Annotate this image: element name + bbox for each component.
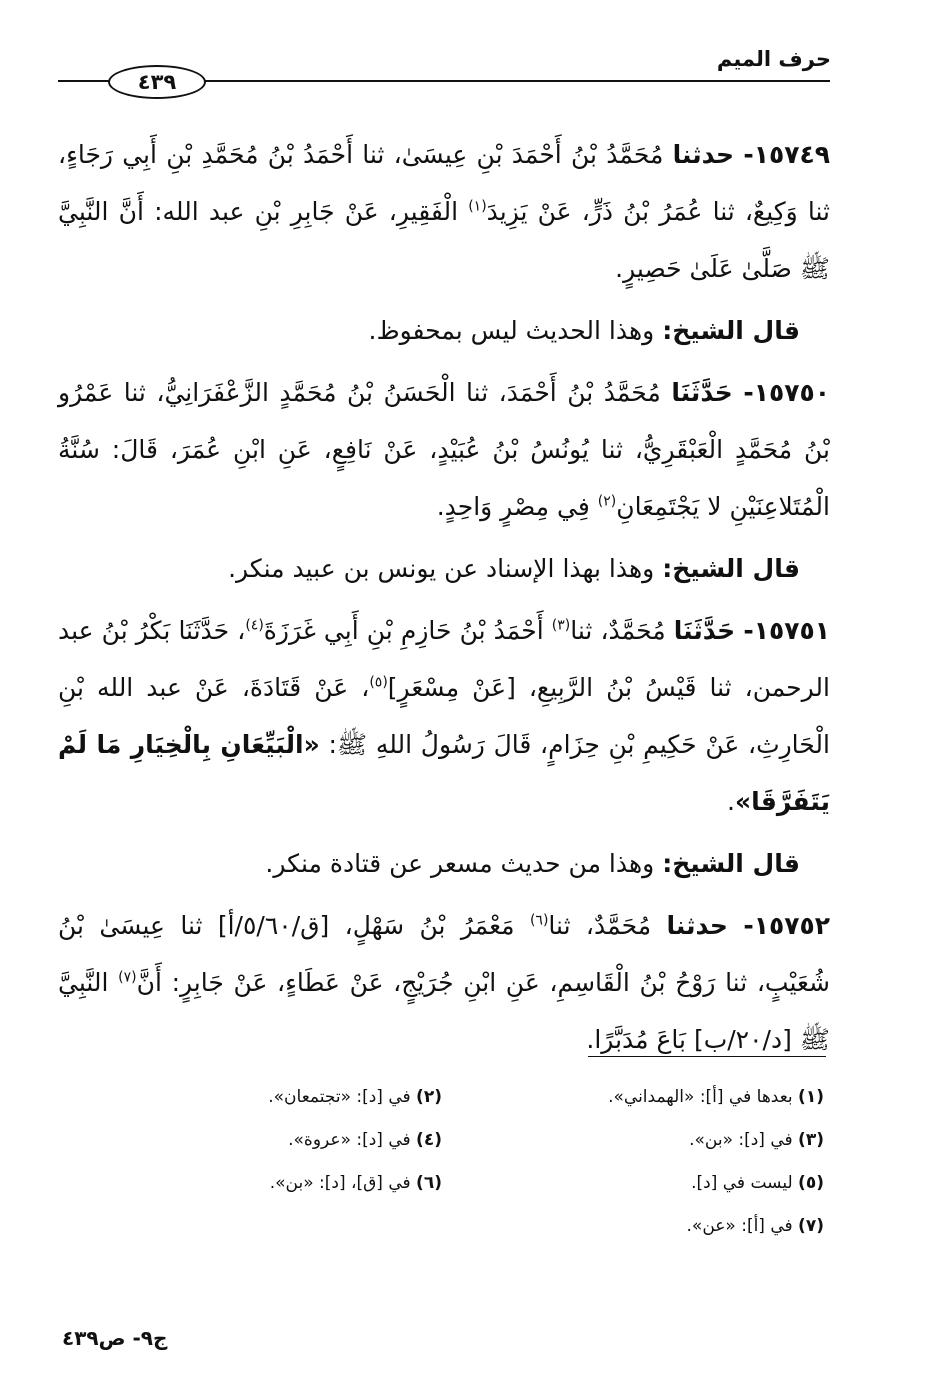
footnote-ref[interactable]: (٣): [551, 617, 571, 634]
footnote-text: بعدها في [أ]: «الهمداني».: [608, 1087, 793, 1107]
footnote-number: (٥): [798, 1173, 824, 1193]
footnote-item: [482, 1119, 824, 1162]
footnote-item: [482, 1162, 824, 1205]
volume-page-reference: ج٩- ص٤٣٩: [62, 1326, 168, 1350]
hadith-entry-15750: [58, 364, 830, 535]
entry-text: مُحَمَّدٌ، ثنا: [548, 911, 652, 940]
entry-text: أَحْمَدُ بْنُ حَازِمِ بْنِ أَبِي غَرَزَةَ: [263, 616, 544, 645]
footnote-ref[interactable]: (١): [468, 198, 487, 215]
entry-text: النَّبِيَّ ﷺ [د/٢٠/ب] بَاعَ مُدَبَّرًا.: [58, 968, 830, 1054]
entry-text: مُحَمَّدُ بْنُ أَحْمَدَ، ثنا الْحَسَنُ بْنُ مُحَمَّدٍ الزَّعْفَرَانِيُّ، ثنا عَمْرُو بْنُ مُحَمَّدٍ الْعَبْقَرِيُّ، ثنا يُونُسُ بْنُ عُبَيْدٍ، عَنْ نَافِعٍ، عَنِ ابْنِ عُمَرَ، قَالَ: سُنَّةُ الْمُتَلاعِنَيْنِ لا يَجْتَمِعَانِ: [58, 378, 830, 521]
footnote-ref[interactable]: (٤): [245, 617, 264, 634]
shaykh-label: قال الشيخ:: [662, 849, 800, 878]
shaykh-note: [58, 835, 830, 892]
shaykh-note-text: وهذا من حديث مسعر عن قتادة منكر.: [265, 849, 655, 878]
footnotes: [100, 1076, 824, 1248]
footnote-text: في [د]: «عروة».: [288, 1130, 411, 1150]
footnote-number: (٣): [798, 1130, 824, 1150]
narration-keyword: حدثنا: [666, 911, 728, 940]
entry-text: مَعْمَرُ بْنُ سَهْلٍ، [ق/٥/٦٠/أ] ثنا عِيسَىٰ بْنُ شُعَيْبٍ، ثنا رَوْحُ بْنُ الْقَاسِمِ، عَنِ ابْنِ جُرَيْجٍ، عَنْ عَطَاءٍ، عَنْ جَابِرٍ: أَنَّ: [58, 911, 831, 997]
text-body: [58, 126, 830, 1073]
entry-number: ١٥٧٥١-: [743, 616, 830, 645]
footnote-text: في [د]: «بن».: [689, 1130, 793, 1150]
chapter-title: حرف الميم: [716, 47, 831, 71]
footnote-number: (٦): [416, 1173, 442, 1193]
footnote-number: (١): [798, 1087, 824, 1107]
entry-number: ١٥٧٤٩-: [743, 140, 830, 169]
entry-text: ، عَنْ قَتَادَةَ، عَنْ عبد الله بْنِ الْحَارِثِ، عَنْ حَكِيمِ بْنِ حِزَامٍ، قَالَ رَسُولُ اللهِ ﷺ:: [58, 673, 830, 759]
footnote-item: [482, 1076, 824, 1119]
entry-text: .: [727, 787, 735, 816]
hadith-entry-15749: [58, 126, 830, 297]
page-number-badge: ٤٣٩: [108, 65, 206, 99]
entry-number: ١٥٧٥٠-: [743, 378, 830, 407]
shaykh-note: [58, 302, 830, 359]
footnote-number: (٤): [416, 1130, 442, 1150]
footnote-text: في [ق]، [د]: «بن».: [269, 1173, 411, 1193]
footnote-number: (٧): [798, 1216, 824, 1236]
hadith-entry-15752: [58, 897, 830, 1068]
entry-text: الْفَقِيرِ، عَنْ جَابِرِ بْنِ عبد الله: أَنَّ النَّبِيَّ ﷺ صَلَّىٰ عَلَىٰ حَصِيرٍ.: [58, 197, 830, 283]
footnote-item: [100, 1119, 442, 1162]
footnote-separator: [588, 1056, 826, 1057]
narration-keyword: حدثنا: [672, 140, 735, 169]
entry-text: فِي مِصْرٍ وَاحِدٍ.: [436, 492, 590, 521]
shaykh-label: قال الشيخ:: [662, 554, 800, 583]
prophetic-quote: «الْبَيِّعَانِ بِالْخِيَارِ مَا لَمْ يَتَفَرَّقَا»: [58, 730, 830, 816]
footnote-text: في [د]: «تجتمعان».: [268, 1087, 411, 1107]
shaykh-note: [58, 540, 830, 597]
hadith-entry-15751: [58, 602, 830, 830]
entry-text: مُحَمَّدُ بْنُ أَحْمَدَ بْنِ عِيسَىٰ، ثنا أَحْمَدُ بْنُ مُحَمَّدِ بْنِ أَبِي رَجَاءٍ، ثنا وَكِيعٌ، ثنا عُمَرُ بْنُ ذَرٍّ، عَنْ يَزِيدَ: [58, 140, 830, 226]
footnote-text: في [أ]: «عن».: [686, 1216, 793, 1236]
shaykh-label: قال الشيخ:: [662, 316, 800, 345]
footnote-ref[interactable]: (٦): [529, 912, 549, 929]
footnote-item: [100, 1162, 442, 1205]
footnote-text: ليست في [د].: [691, 1173, 793, 1193]
entry-text: مُحَمَّدٌ، ثنا: [570, 616, 666, 645]
footnote-ref[interactable]: (٧): [118, 969, 137, 986]
narration-keyword: حَدَّثَنَا: [673, 616, 736, 645]
footnote-ref[interactable]: (٢): [597, 493, 617, 510]
footnote-ref[interactable]: (٥): [369, 674, 388, 691]
footnote-item: [100, 1076, 442, 1119]
entry-text: ، حَدَّثَنَا بَكْرُ بْنُ عبد الرحمن، ثنا قَيْسُ بْنُ الرَّبِيعِ، [عَنْ مِسْعَرٍ]: [58, 616, 830, 702]
shaykh-note-text: وهذا بهذا الإسناد عن يونس بن عبيد منكر.: [228, 554, 655, 583]
footnote-item: [482, 1205, 824, 1248]
footnote-number: (٢): [416, 1087, 442, 1107]
entry-number: ١٥٧٥٢-: [743, 911, 831, 940]
narration-keyword: حَدَّثَنَا: [671, 378, 733, 407]
shaykh-note-text: وهذا الحديث ليس بمحفوظ.: [368, 316, 655, 345]
